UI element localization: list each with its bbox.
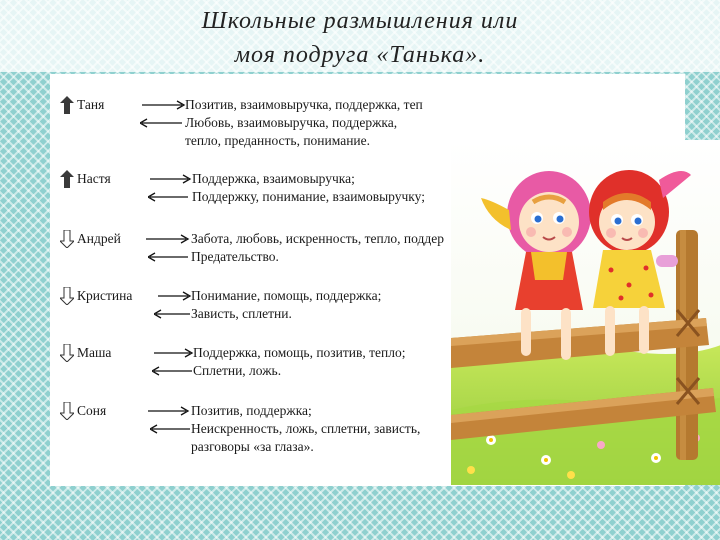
right-arrow-icon <box>142 100 186 110</box>
person-name <box>60 402 106 420</box>
given-qualities: Поддержка, взаимовыручка; <box>192 171 355 186</box>
up-arrow-icon <box>60 170 74 188</box>
received-qualities: разговоры «за глаза». <box>191 439 314 454</box>
list-item <box>50 344 510 404</box>
two-girls-on-fence-illustration <box>451 140 720 485</box>
left-arrow-icon <box>148 192 188 202</box>
person-name-label: Кристина <box>77 288 133 303</box>
received-qualities: тепло, преданность, понимание. <box>185 133 371 148</box>
given-qualities: Понимание, помощь, поддержка; <box>191 288 382 303</box>
list-item <box>50 96 510 156</box>
person-name <box>60 96 104 114</box>
received-qualities: Предательство. <box>191 249 279 264</box>
given-qualities: Забота, любовь, искренность, тепло, поддер <box>191 231 444 246</box>
person-name-label: Таня <box>77 97 105 112</box>
left-arrow-icon <box>154 309 190 319</box>
right-arrow-icon <box>146 234 190 244</box>
person-name <box>60 170 111 188</box>
person-name <box>60 230 121 248</box>
given-qualities: Поддержка, помощь, позитив, тепло; <box>193 345 406 360</box>
title-line-1: Школьные размышления или <box>201 8 519 34</box>
given-qualities: Позитив, взаимовыручка, поддержка, теп <box>185 97 423 112</box>
person-name-label: Маша <box>77 345 112 360</box>
down-arrow-icon <box>60 230 74 248</box>
left-arrow-icon <box>148 252 188 262</box>
down-arrow-icon <box>60 344 74 362</box>
received-qualities: Поддержку, понимание, взаимовыручку; <box>192 189 425 204</box>
up-arrow-icon <box>60 96 74 114</box>
person-name <box>60 344 111 362</box>
right-arrow-icon <box>158 291 192 301</box>
list-item <box>50 402 510 462</box>
received-qualities: Любовь, взаимовыручка, поддержка, <box>185 115 398 130</box>
person-name-label: Настя <box>77 171 111 186</box>
down-arrow-icon <box>60 287 74 305</box>
list-item <box>50 170 510 230</box>
received-qualities: Зависть, сплетни. <box>191 306 292 321</box>
left-arrow-icon <box>140 118 182 128</box>
list-item <box>50 287 510 347</box>
received-qualities: Сплетни, ложь. <box>193 363 282 378</box>
person-name-label: Андрей <box>77 231 121 246</box>
given-qualities: Позитив, поддержка; <box>191 403 312 418</box>
right-arrow-icon <box>150 174 192 184</box>
received-qualities: Неискренность, ложь, сплетни, зависть, <box>191 421 421 436</box>
list-item <box>50 230 510 290</box>
left-arrow-icon <box>152 366 192 376</box>
down-arrow-icon <box>60 402 74 420</box>
person-name <box>60 287 132 305</box>
title-line-2: моя подруга «Танька». <box>234 42 486 68</box>
person-name-label: Соня <box>77 403 107 418</box>
slide-title <box>0 4 720 72</box>
right-arrow-icon <box>154 348 194 358</box>
right-arrow-icon <box>148 406 190 416</box>
left-arrow-icon <box>150 424 190 434</box>
